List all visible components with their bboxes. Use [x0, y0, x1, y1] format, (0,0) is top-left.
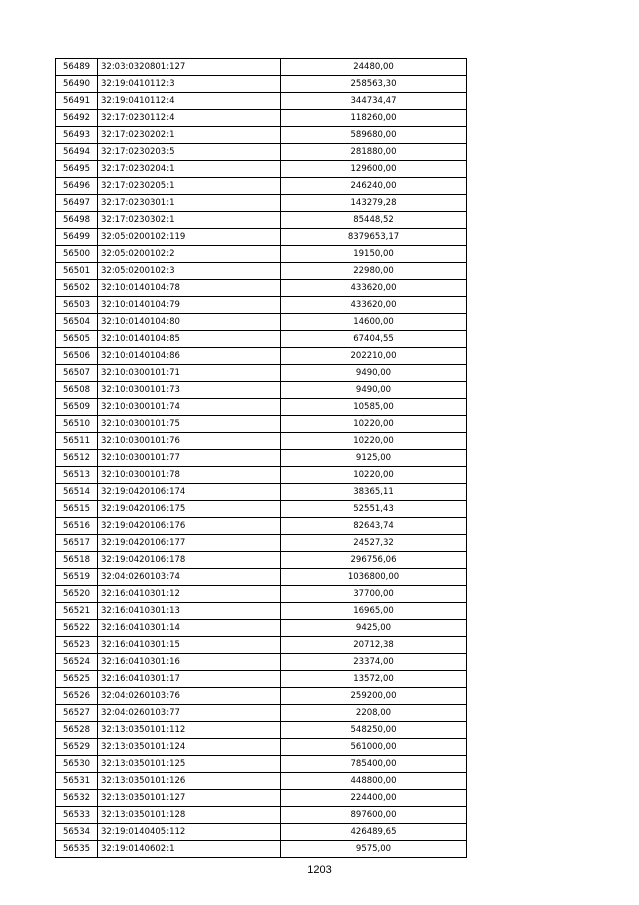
cadastral-value-cell: 118260,00: [281, 110, 467, 127]
row-number-cell: 56530: [56, 756, 98, 773]
table-row: [56, 484, 467, 501]
row-number-cell: 56524: [56, 654, 98, 671]
table-row: [56, 824, 467, 841]
table-body: [56, 59, 467, 858]
table-row: [56, 314, 467, 331]
row-number-cell: 56502: [56, 280, 98, 297]
row-number-cell: 56496: [56, 178, 98, 195]
cadastral-number-cell: 32:19:0140405:112: [98, 824, 281, 841]
row-number-cell: 56534: [56, 824, 98, 841]
cadastral-number-cell: 32:16:0410301:13: [98, 603, 281, 620]
cadastral-value-cell: 433620,00: [281, 297, 467, 314]
table-row: [56, 688, 467, 705]
row-number-cell: 56493: [56, 127, 98, 144]
cadastral-number-cell: 32:04:0260103:76: [98, 688, 281, 705]
cadastral-value-cell: 246240,00: [281, 178, 467, 195]
cadastral-number-cell: 32:17:0230204:1: [98, 161, 281, 178]
cadastral-number-cell: 32:17:0230202:1: [98, 127, 281, 144]
cadastral-value-cell: 13572,00: [281, 671, 467, 688]
cadastral-value-cell: 897600,00: [281, 807, 467, 824]
cadastral-number-cell: 32:10:0300101:76: [98, 433, 281, 450]
row-number-cell: 56522: [56, 620, 98, 637]
cadastral-number-cell: 32:04:0260103:77: [98, 705, 281, 722]
table-row: [56, 501, 467, 518]
row-number-cell: 56514: [56, 484, 98, 501]
cadastral-value-cell: 589680,00: [281, 127, 467, 144]
row-number-cell: 56528: [56, 722, 98, 739]
row-number-cell: 56507: [56, 365, 98, 382]
cadastral-number-cell: 32:19:0140602:1: [98, 841, 281, 858]
row-number-cell: 56517: [56, 535, 98, 552]
cadastral-number-cell: 32:16:0410301:16: [98, 654, 281, 671]
row-number-cell: 56535: [56, 841, 98, 858]
cadastral-number-cell: 32:10:0140104:86: [98, 348, 281, 365]
cadastral-value-cell: 23374,00: [281, 654, 467, 671]
page-number: 1203: [307, 864, 332, 876]
table-row: [56, 518, 467, 535]
cadastral-value-cell: 426489,65: [281, 824, 467, 841]
cadastral-value-cell: 16965,00: [281, 603, 467, 620]
row-number-cell: 56520: [56, 586, 98, 603]
cadastral-number-cell: 32:13:0350101:126: [98, 773, 281, 790]
cadastral-value-cell: 10220,00: [281, 433, 467, 450]
cadastral-number-cell: 32:17:0230112:4: [98, 110, 281, 127]
row-number-cell: 56491: [56, 93, 98, 110]
row-number-cell: 56494: [56, 144, 98, 161]
row-number-cell: 56513: [56, 467, 98, 484]
cadastral-value-cell: 344734,47: [281, 93, 467, 110]
row-number-cell: 56531: [56, 773, 98, 790]
cadastral-number-cell: 32:10:0300101:73: [98, 382, 281, 399]
table-row: [56, 586, 467, 603]
cadastral-value-cell: 8379653,17: [281, 229, 467, 246]
cadastral-value-cell: 9575,00: [281, 841, 467, 858]
table-row: [56, 161, 467, 178]
table-row: [56, 756, 467, 773]
cadastral-number-cell: 32:19:0420106:175: [98, 501, 281, 518]
row-number-cell: 56518: [56, 552, 98, 569]
cadastral-value-table: [55, 58, 467, 858]
cadastral-value-cell: 67404,55: [281, 331, 467, 348]
cadastral-value-cell: 224400,00: [281, 790, 467, 807]
row-number-cell: 56492: [56, 110, 98, 127]
row-number-cell: 56495: [56, 161, 98, 178]
table-row: [56, 705, 467, 722]
cadastral-number-cell: 32:10:0140104:79: [98, 297, 281, 314]
table-row: [56, 195, 467, 212]
row-number-cell: 56499: [56, 229, 98, 246]
cadastral-number-cell: 32:05:0200102:2: [98, 246, 281, 263]
row-number-cell: 56498: [56, 212, 98, 229]
cadastral-number-cell: 32:17:0230302:1: [98, 212, 281, 229]
row-number-cell: 56500: [56, 246, 98, 263]
row-number-cell: 56489: [56, 59, 98, 76]
cadastral-value-cell: 10220,00: [281, 467, 467, 484]
row-number-cell: 56532: [56, 790, 98, 807]
row-number-cell: 56521: [56, 603, 98, 620]
table-row: [56, 433, 467, 450]
table-row: [56, 450, 467, 467]
table-row: [56, 671, 467, 688]
cadastral-number-cell: 32:19:0410112:4: [98, 93, 281, 110]
cadastral-number-cell: 32:13:0350101:112: [98, 722, 281, 739]
cadastral-number-cell: 32:17:0230301:1: [98, 195, 281, 212]
cadastral-number-cell: 32:10:0140104:78: [98, 280, 281, 297]
cadastral-number-cell: 32:10:0140104:80: [98, 314, 281, 331]
cadastral-number-cell: 32:13:0350101:125: [98, 756, 281, 773]
table-row: [56, 144, 467, 161]
cadastral-value-cell: 85448,52: [281, 212, 467, 229]
cadastral-number-cell: 32:13:0350101:124: [98, 739, 281, 756]
cadastral-number-cell: 32:04:0260103:74: [98, 569, 281, 586]
row-number-cell: 56510: [56, 416, 98, 433]
row-number-cell: 56525: [56, 671, 98, 688]
cadastral-value-cell: 1036800,00: [281, 569, 467, 586]
cadastral-value-cell: 9125,00: [281, 450, 467, 467]
table-row: [56, 569, 467, 586]
cadastral-value-cell: 258563,30: [281, 76, 467, 93]
row-number-cell: 56529: [56, 739, 98, 756]
cadastral-number-cell: 32:10:0300101:77: [98, 450, 281, 467]
cadastral-number-cell: 32:19:0420106:176: [98, 518, 281, 535]
cadastral-value-cell: 10220,00: [281, 416, 467, 433]
row-number-cell: 56523: [56, 637, 98, 654]
cadastral-number-cell: 32:05:0200102:3: [98, 263, 281, 280]
cadastral-number-cell: 32:10:0300101:74: [98, 399, 281, 416]
row-number-cell: 56516: [56, 518, 98, 535]
cadastral-value-cell: 22980,00: [281, 263, 467, 280]
table-row: [56, 739, 467, 756]
table-row: [56, 637, 467, 654]
table-row: [56, 127, 467, 144]
cadastral-value-cell: 259200,00: [281, 688, 467, 705]
cadastral-value-cell: 433620,00: [281, 280, 467, 297]
row-number-cell: 56505: [56, 331, 98, 348]
row-number-cell: 56509: [56, 399, 98, 416]
cadastral-value-cell: 448800,00: [281, 773, 467, 790]
cadastral-number-cell: 32:16:0410301:12: [98, 586, 281, 603]
table-row: [56, 280, 467, 297]
table-row: [56, 297, 467, 314]
cadastral-value-cell: 82643,74: [281, 518, 467, 535]
cadastral-number-cell: 32:16:0410301:17: [98, 671, 281, 688]
row-number-cell: 56533: [56, 807, 98, 824]
table-row: [56, 620, 467, 637]
cadastral-value-cell: 52551,43: [281, 501, 467, 518]
cadastral-number-cell: 32:19:0410112:3: [98, 76, 281, 93]
cadastral-number-cell: 32:13:0350101:127: [98, 790, 281, 807]
cadastral-value-cell: 37700,00: [281, 586, 467, 603]
cadastral-value-cell: 24527,32: [281, 535, 467, 552]
row-number-cell: 56526: [56, 688, 98, 705]
cadastral-value-cell: 129600,00: [281, 161, 467, 178]
table-row: [56, 93, 467, 110]
row-number-cell: 56527: [56, 705, 98, 722]
row-number-cell: 56503: [56, 297, 98, 314]
table-row: [56, 467, 467, 484]
cadastral-number-cell: 32:10:0140104:85: [98, 331, 281, 348]
cadastral-value-cell: 785400,00: [281, 756, 467, 773]
cadastral-number-cell: 32:10:0300101:71: [98, 365, 281, 382]
cadastral-number-cell: 32:17:0230203:5: [98, 144, 281, 161]
row-number-cell: 56490: [56, 76, 98, 93]
table-row: [56, 416, 467, 433]
table-row: [56, 76, 467, 93]
row-number-cell: 56515: [56, 501, 98, 518]
cadastral-number-cell: 32:19:0420106:178: [98, 552, 281, 569]
table-row: [56, 212, 467, 229]
table-row: [56, 178, 467, 195]
cadastral-value-cell: 9490,00: [281, 365, 467, 382]
cadastral-number-cell: 32:10:0300101:78: [98, 467, 281, 484]
cadastral-value-cell: 9425,00: [281, 620, 467, 637]
table-row: [56, 773, 467, 790]
table-row: [56, 552, 467, 569]
cadastral-value-cell: 10585,00: [281, 399, 467, 416]
table-row: [56, 603, 467, 620]
cadastral-number-cell: 32:05:0200102:119: [98, 229, 281, 246]
row-number-cell: 56511: [56, 433, 98, 450]
cadastral-number-cell: 32:16:0410301:14: [98, 620, 281, 637]
table-row: [56, 59, 467, 76]
cadastral-number-cell: 32:19:0420106:177: [98, 535, 281, 552]
table-row: [56, 110, 467, 127]
table-row: [56, 654, 467, 671]
cadastral-value-cell: 38365,11: [281, 484, 467, 501]
row-number-cell: 56504: [56, 314, 98, 331]
table-row: [56, 348, 467, 365]
table-row: [56, 229, 467, 246]
table-row: [56, 365, 467, 382]
cadastral-number-cell: 32:19:0420106:174: [98, 484, 281, 501]
row-number-cell: 56508: [56, 382, 98, 399]
table-row: [56, 246, 467, 263]
cadastral-value-cell: 24480,00: [281, 59, 467, 76]
table-row: [56, 535, 467, 552]
cadastral-value-cell: 14600,00: [281, 314, 467, 331]
table-row: [56, 399, 467, 416]
cadastral-value-cell: 296756,06: [281, 552, 467, 569]
cadastral-number-cell: 32:10:0300101:75: [98, 416, 281, 433]
cadastral-value-cell: 9490,00: [281, 382, 467, 399]
table-row: [56, 841, 467, 858]
cadastral-value-cell: 20712,38: [281, 637, 467, 654]
table-row: [56, 807, 467, 824]
cadastral-value-cell: 202210,00: [281, 348, 467, 365]
table-row: [56, 790, 467, 807]
cadastral-number-cell: 32:17:0230205:1: [98, 178, 281, 195]
row-number-cell: 56512: [56, 450, 98, 467]
cadastral-value-cell: 281880,00: [281, 144, 467, 161]
cadastral-number-cell: 32:03:0320801:127: [98, 59, 281, 76]
row-number-cell: 56506: [56, 348, 98, 365]
cadastral-value-cell: 143279,28: [281, 195, 467, 212]
row-number-cell: 56501: [56, 263, 98, 280]
cadastral-value-cell: 19150,00: [281, 246, 467, 263]
cadastral-number-cell: 32:13:0350101:128: [98, 807, 281, 824]
row-number-cell: 56497: [56, 195, 98, 212]
row-number-cell: 56519: [56, 569, 98, 586]
cadastral-number-cell: 32:16:0410301:15: [98, 637, 281, 654]
table-row: [56, 382, 467, 399]
cadastral-value-cell: 548250,00: [281, 722, 467, 739]
table-row: [56, 331, 467, 348]
cadastral-value-cell: 2208,00: [281, 705, 467, 722]
cadastral-value-cell: 561000,00: [281, 739, 467, 756]
table-row: [56, 263, 467, 280]
table-row: [56, 722, 467, 739]
